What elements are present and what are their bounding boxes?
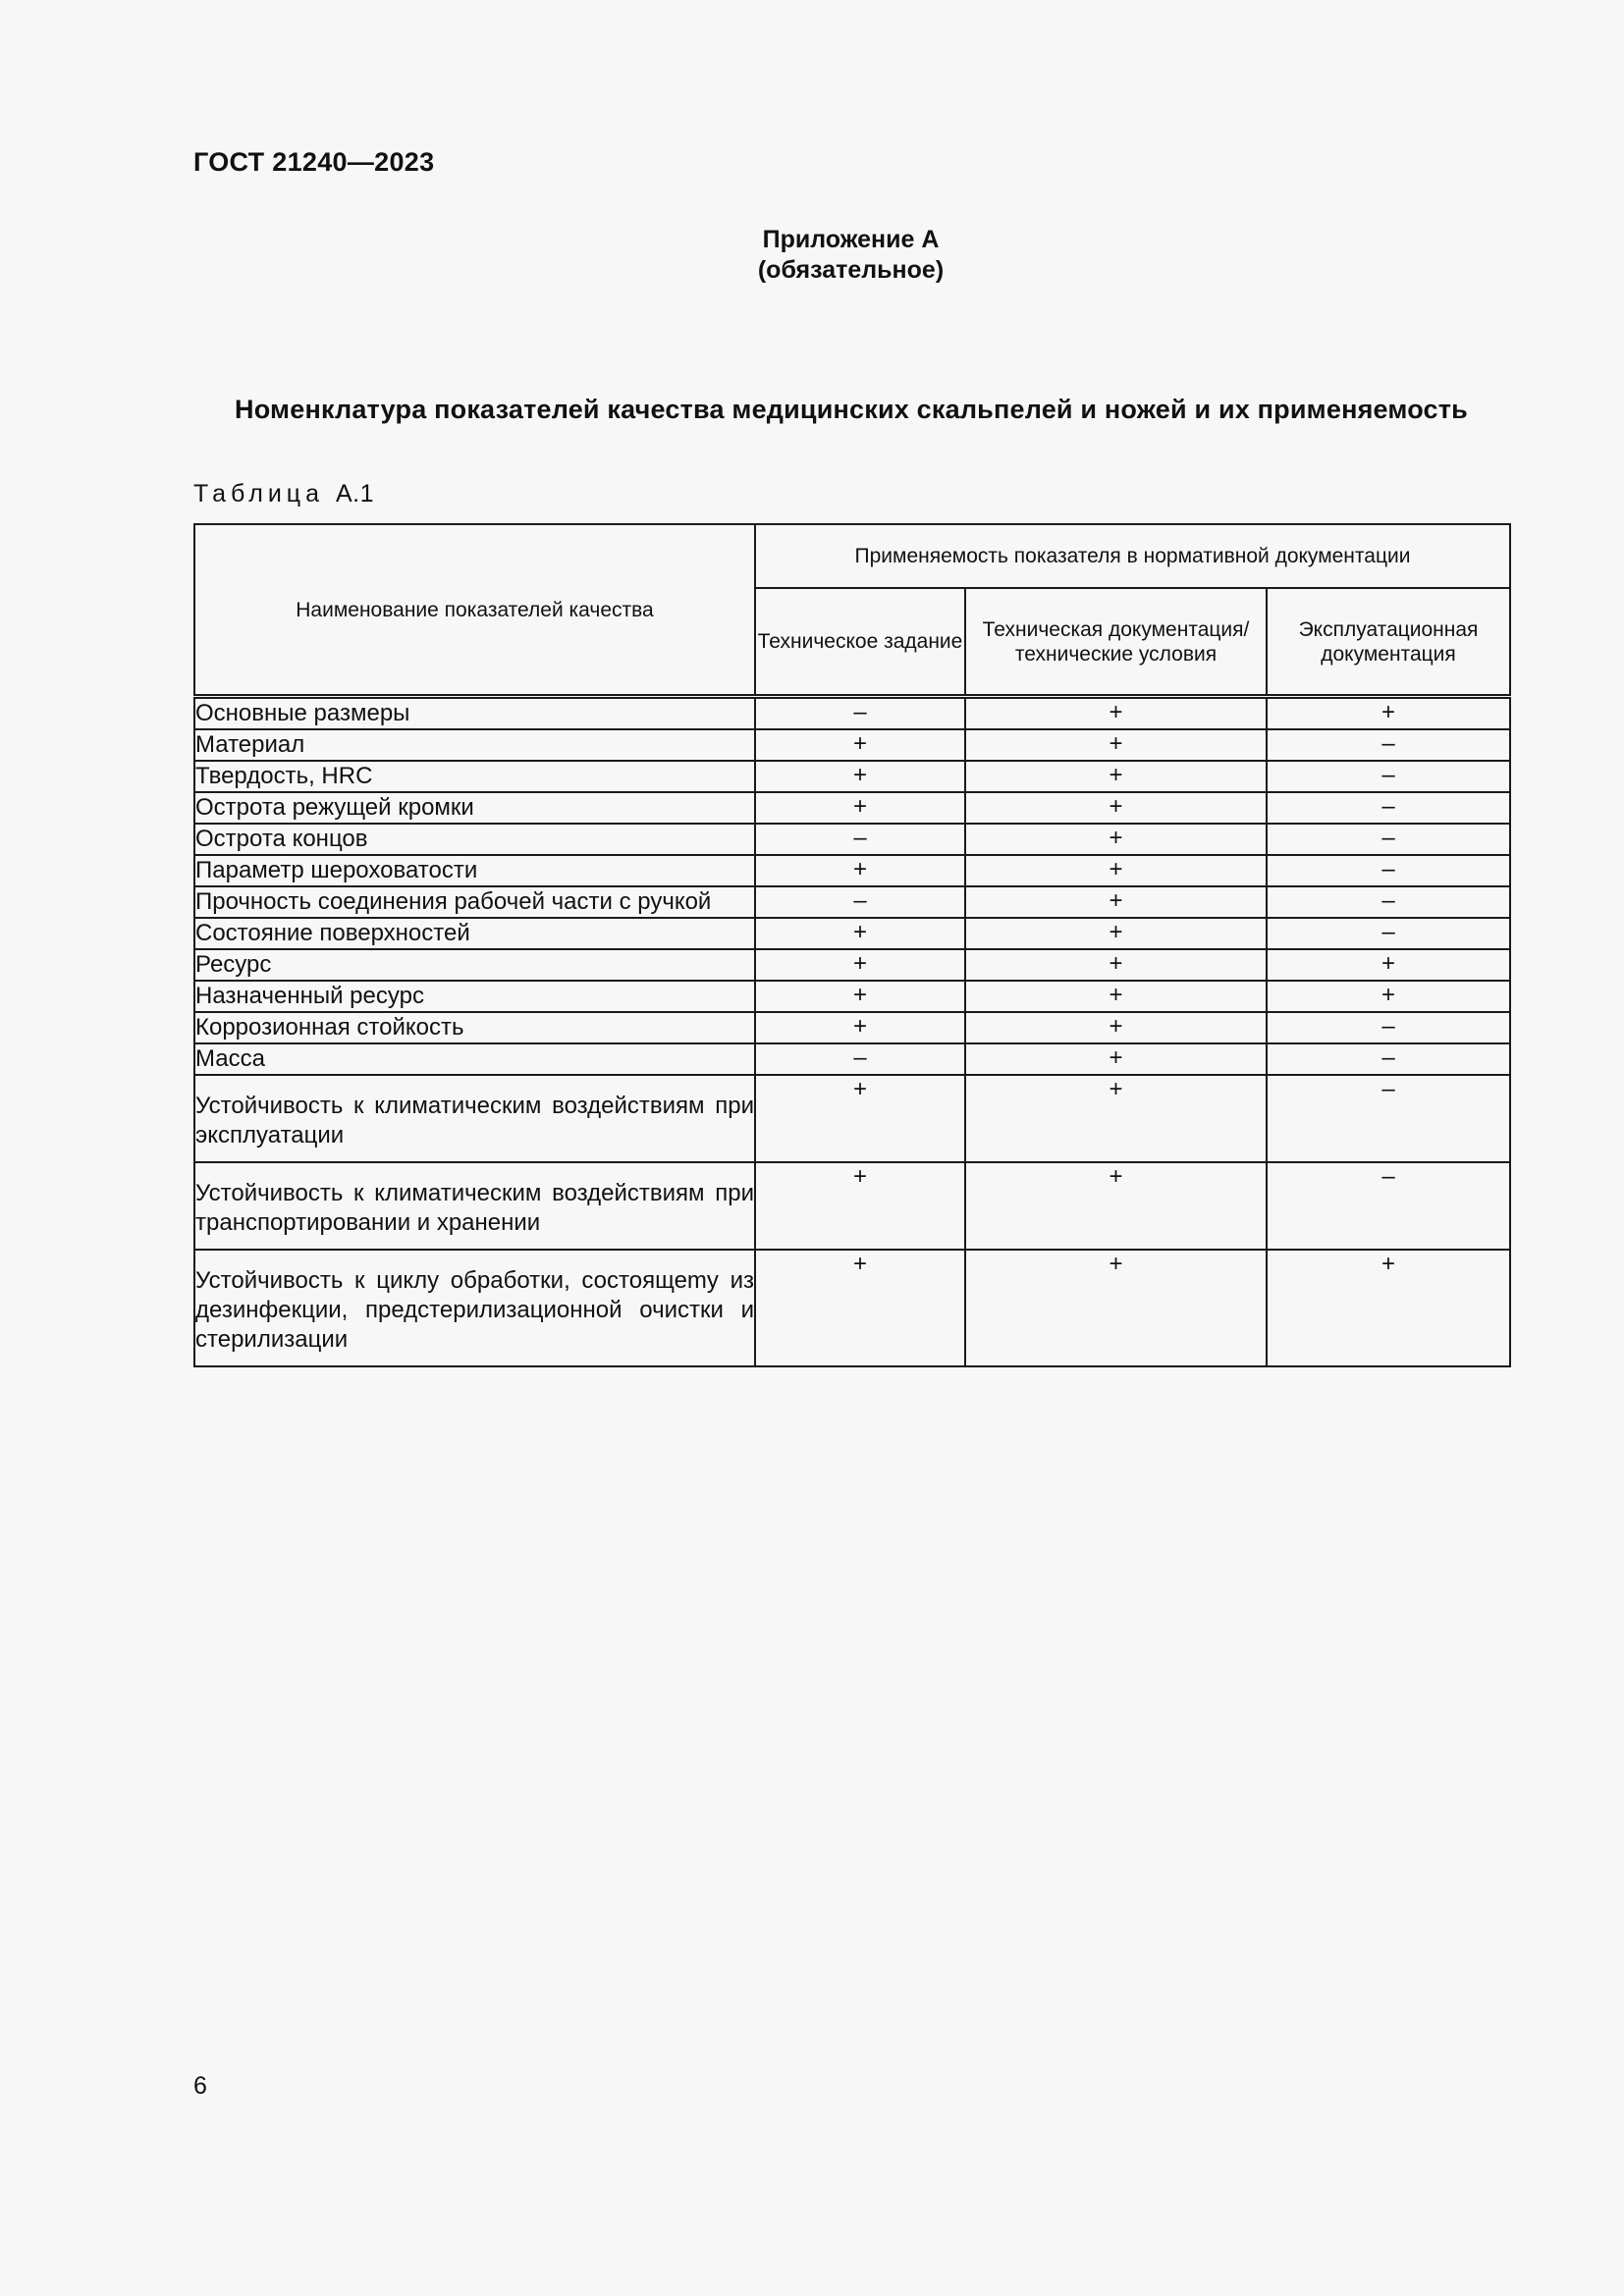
applicability-mark: + (1267, 697, 1510, 730)
table-row (194, 824, 1510, 855)
table-row (194, 761, 1510, 792)
applicability-mark: – (1267, 1043, 1510, 1075)
applicability-mark: + (965, 855, 1267, 886)
appendix-status: (обязательное) (757, 256, 945, 284)
applicability-mark: + (1267, 1250, 1510, 1366)
applicability-mark: + (755, 1250, 965, 1366)
indicator-name: Материал (194, 729, 755, 761)
applicability-mark: – (1267, 761, 1510, 792)
table-row (194, 1162, 1510, 1250)
applicability-mark: + (755, 949, 965, 981)
applicability-mark: + (965, 729, 1267, 761)
applicability-mark: + (965, 1162, 1267, 1250)
section-title: Номенклатура показателей качества медицинских скальпелей и ножей и их применяемость (235, 395, 1468, 424)
quality-indicators-table (193, 523, 1511, 1367)
applicability-mark: + (965, 1250, 1267, 1366)
applicability-mark: + (755, 1162, 965, 1250)
applicability-mark: + (755, 981, 965, 1012)
indicator-name: Назначенный ресурс (194, 981, 755, 1012)
table-caption (193, 480, 374, 508)
applicability-mark: + (755, 855, 965, 886)
table-row (194, 729, 1510, 761)
applicability-mark: + (965, 918, 1267, 949)
indicator-name: Ресурс (194, 949, 755, 981)
table-row (194, 1043, 1510, 1075)
applicability-mark: + (755, 761, 965, 792)
table-row (194, 697, 1510, 730)
applicability-mark: – (1267, 886, 1510, 918)
table-row (194, 855, 1510, 886)
indicator-name: Острота режущей кромки (194, 792, 755, 824)
indicator-name: Прочность соединения рабочей части с ручкой (194, 886, 755, 918)
applicability-mark: + (755, 729, 965, 761)
applicability-mark: – (1267, 729, 1510, 761)
applicability-mark: – (755, 824, 965, 855)
applicability-mark: + (755, 1075, 965, 1162)
indicator-name: Основные размеры (194, 697, 755, 730)
table-row (194, 918, 1510, 949)
applicability-mark: + (1267, 949, 1510, 981)
indicator-name: Устойчивость к климатическим воздействиям при эксплуатации (194, 1075, 755, 1162)
indicator-name: Состояние поверхностей (194, 918, 755, 949)
applicability-mark: – (1267, 1075, 1510, 1162)
applicability-mark: – (1267, 1012, 1510, 1043)
applicability-mark: + (755, 1012, 965, 1043)
header-indicator-name: Наименование показателей качества (194, 524, 755, 697)
applicability-mark: + (965, 761, 1267, 792)
document-code: ГОСТ 21240—2023 (193, 147, 435, 177)
applicability-mark: – (1267, 918, 1510, 949)
indicator-name: Устойчивость к климатическим воздействиям при транспортировании и хранении (194, 1162, 755, 1250)
indicator-name: Твердость, HRC (194, 761, 755, 792)
header-operational-documentation: Эксплуатационная документация (1267, 588, 1510, 696)
applicability-mark: + (755, 792, 965, 824)
applicability-mark: + (965, 886, 1267, 918)
applicability-mark: – (755, 697, 965, 730)
table-row (194, 1012, 1510, 1043)
applicability-mark: – (755, 1043, 965, 1075)
applicability-mark: + (965, 949, 1267, 981)
table-caption-number: А.1 (335, 480, 375, 507)
applicability-mark: + (965, 697, 1267, 730)
header-applicability-group: Применяемость показателя в нормативной документации (755, 524, 1510, 588)
applicability-mark: + (965, 1043, 1267, 1075)
header-technical-documentation: Техническая документация/технические условия (965, 588, 1267, 696)
applicability-mark: – (1267, 824, 1510, 855)
indicator-name: Устойчивость к циклу обработки, состоящеmу из дезинфекции, предстерилизационной очистки и стерилизации (194, 1250, 755, 1366)
applicability-mark: – (1267, 1162, 1510, 1250)
table-row (194, 1075, 1510, 1162)
table-row (194, 886, 1510, 918)
applicability-mark: + (965, 792, 1267, 824)
applicability-mark: + (755, 918, 965, 949)
appendix-title: Приложение А (762, 226, 940, 253)
header-technical-assignment: Техническое задание (755, 588, 965, 696)
applicability-mark: – (755, 886, 965, 918)
applicability-mark: + (965, 981, 1267, 1012)
page-number: 6 (193, 2072, 207, 2100)
appendix-heading (0, 225, 1624, 286)
applicability-mark: – (1267, 855, 1510, 886)
table-row (194, 949, 1510, 981)
indicator-name: Масса (194, 1043, 755, 1075)
table-row (194, 981, 1510, 1012)
indicator-name: Параметр шероховатости (194, 855, 755, 886)
indicator-name: Коррозионная стойкость (194, 1012, 755, 1043)
applicability-mark: + (965, 824, 1267, 855)
table-row (194, 792, 1510, 824)
applicability-mark: – (1267, 792, 1510, 824)
applicability-mark: + (965, 1012, 1267, 1043)
indicator-name: Острота концов (194, 824, 755, 855)
table-caption-label: Таблица (193, 480, 325, 507)
table-row (194, 1250, 1510, 1366)
applicability-mark: + (1267, 981, 1510, 1012)
applicability-mark: + (965, 1075, 1267, 1162)
